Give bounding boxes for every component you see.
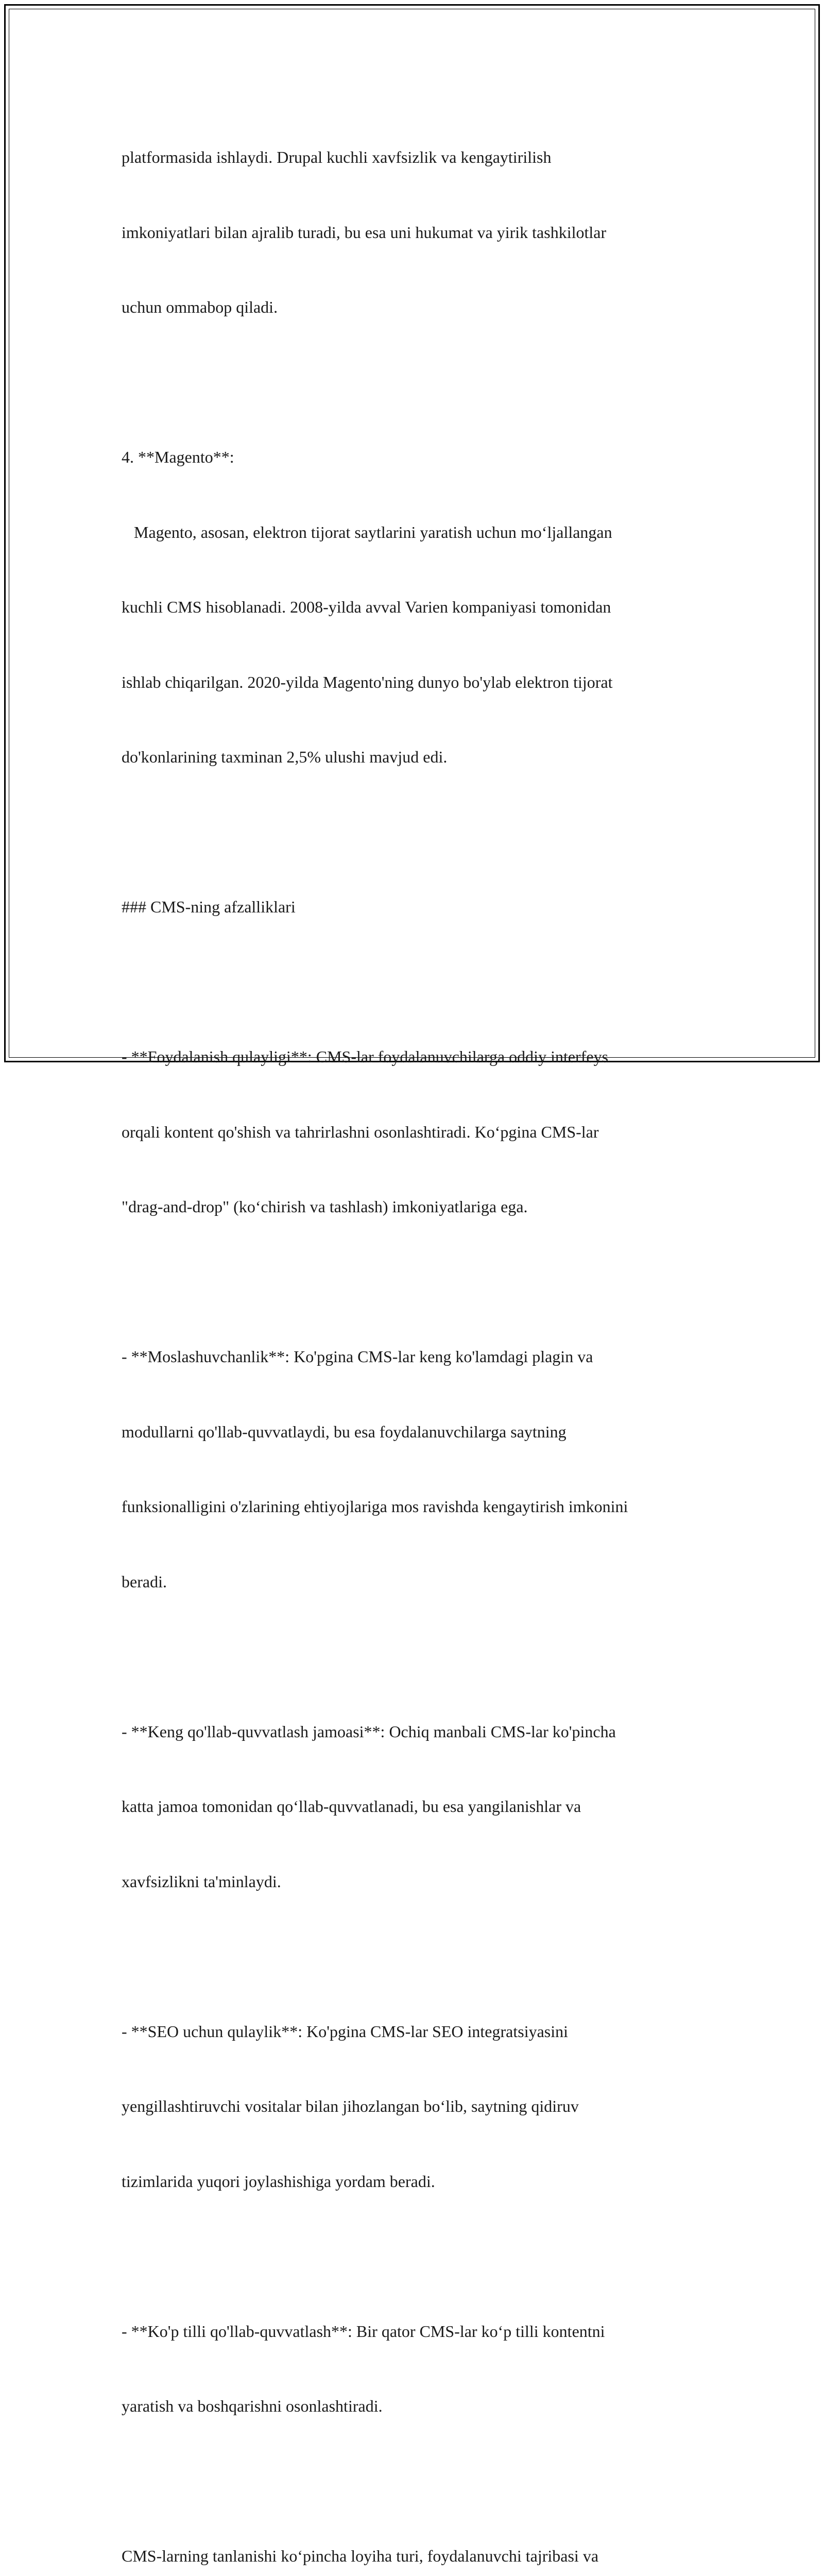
document-body [122,95,719,2576]
section-heading [122,844,719,970]
text-line: - **Foydalanish qulayligi**: CMS-lar foydalanuvchilarga oddiy interfeys [122,1047,609,1066]
list-item-title: 4. **Magento**: [122,448,234,466]
paragraph-magento [122,395,719,820]
bullet-seo [122,1969,719,2244]
text-line: uchun ommabop qiladi. [122,298,278,316]
text-line: - **SEO uchun qulaylik**: Ko'pgina CMS-lar SEO integratsiyasini [122,2022,569,2041]
text-line: platformasida ishlaydi. Drupal kuchli xavfsizlik va kengaytirilish [122,148,552,166]
text-line: "drag-and-drop" (ko‘chirish va tashlash) imkoniyatlariga ega. [122,1197,528,1216]
text-line: ishlab chiqarilgan. 2020-yilda Magento'ning dunyo bo'ylab elektron tijorat [122,672,613,691]
paragraph-drupal-continuation [122,95,719,370]
text-line: imkoniyatlari bilan ajralib turadi, bu esa uni hukumat va yirik tashkilotlar [122,223,607,242]
bullet-flexibility [122,1294,719,1644]
bullet-community [122,1669,719,1944]
bullet-multilingual [122,2269,719,2469]
text-line: - **Keng qo'llab-quvvatlash jamoasi**: Ochiq manbali CMS-lar ko'pincha [122,1722,616,1741]
heading-text: ### CMS-ning afzalliklari [122,897,296,916]
text-line: yaratish va boshqarishni osonlashtiradi. [122,2397,383,2415]
text-line: funksionalligini o'zlarining ehtiyojlariga mos ravishda kengaytirish imkonini [122,1497,628,1516]
text-line: beradi. [122,1572,167,1591]
text-line: - **Ko'p tilli qo'llab-quvvatlash**: Bir qator CMS-lar ko‘p tilli kontentni [122,2321,605,2341]
text-line: CMS-larning tanlanishi ko‘pincha loyiha turi, foydalanuvchi tajribasi va [122,2547,599,2565]
text-line: tizimlarida yuqori joylashishiga yordam beradi. [122,2172,435,2191]
paragraph-conclusion [122,2494,719,2576]
text-line: yengillashtiruvchi vositalar bilan jihozlangan bo‘lib, saytning qidiruv [122,2097,579,2115]
text-line: Magento, asosan, elektron tijorat saytlarini yaratish uchun mo‘ljallangan [122,522,612,541]
text-line: modullarni qo'llab-quvvatlaydi, bu esa foydalanuvchilarga saytning [122,1422,566,1441]
text-line: xavfsizlikni ta'minlaydi. [122,1872,281,1891]
text-line: kuchli CMS hisoblanadi. 2008-yilda avval Varien kompaniyasi tomonidan [122,598,611,616]
bullet-ease-of-use [122,994,719,1269]
text-line: orqali kontent qo'shish va tahrirlashni osonlashtiradi. Ko‘pgina CMS-lar [122,1122,599,1141]
text-line: - **Moslashuvchanlik**: Ko'pgina CMS-lar keng ko'lamdagi plagin va [122,1347,593,1366]
text-line: katta jamoa tomonidan qo‘llab-quvvatlanadi, bu esa yangilanishlar va [122,1797,581,1816]
text-line: do'konlarining taxminan 2,5% ulushi mavjud edi. [122,748,448,766]
